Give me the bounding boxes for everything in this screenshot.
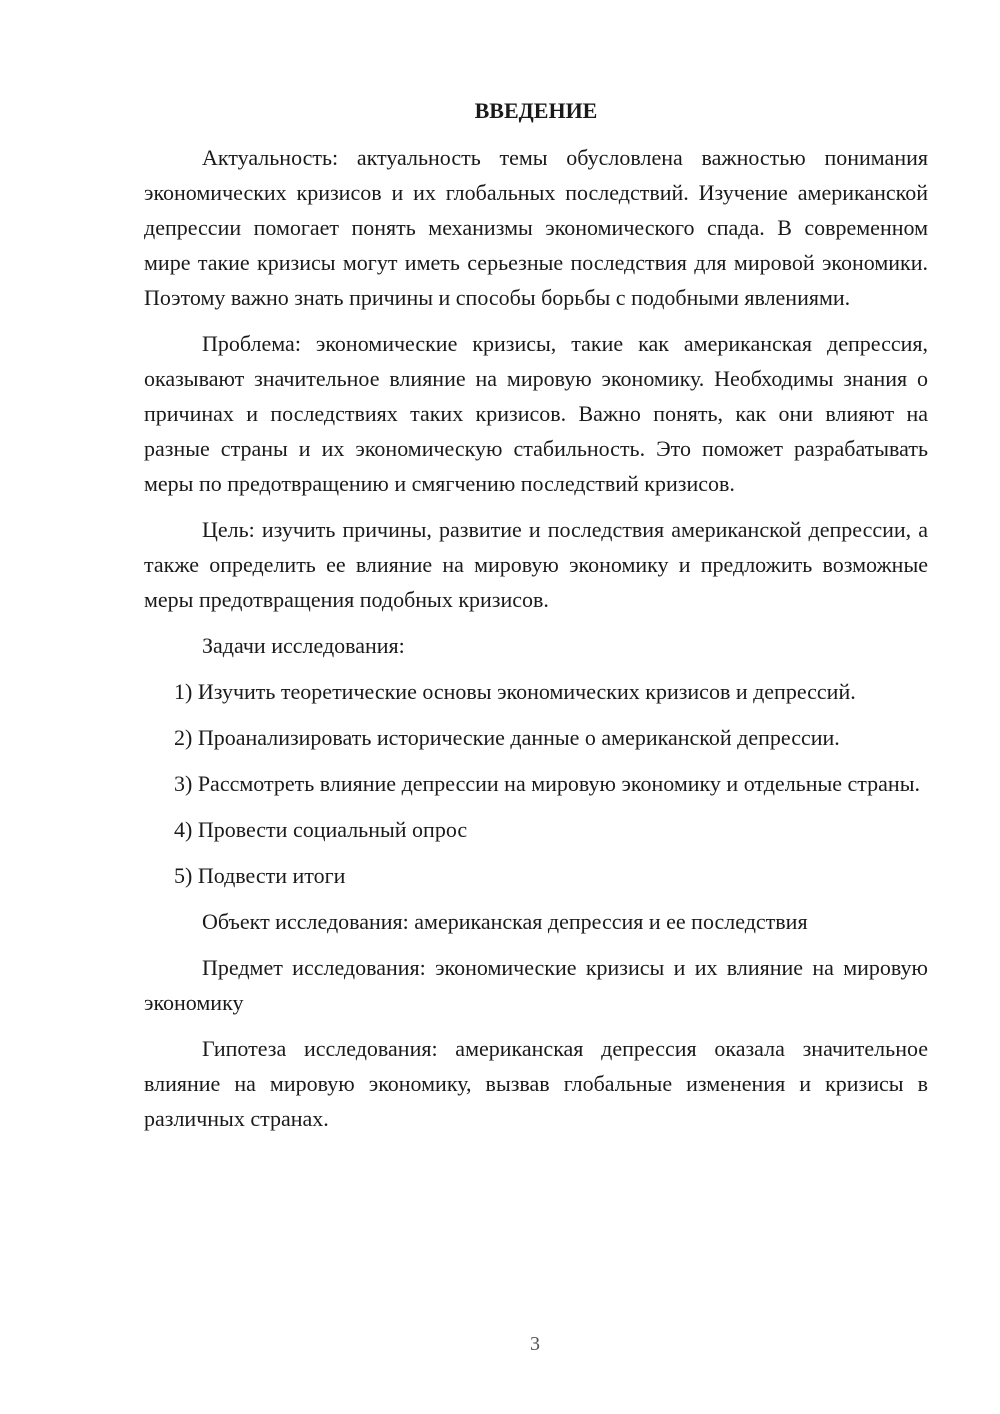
goal-paragraph: Цель: изучить причины, развитие и последствия американской депрессии, а также определить ее влияние на мировую экономику и предложить возможные меры предотвращения подобных кризисов.	[144, 517, 928, 612]
subject-paragraph: Предмет исследования: экономические кризисы и их влияние на мировую экономику	[144, 955, 928, 1015]
page-number: 3	[530, 1333, 540, 1355]
task-item: 3) Рассмотреть влияние депрессии на мировую экономику и отдельные страны.	[174, 771, 920, 796]
document-page	[144, 94, 928, 1147]
problem-paragraph: Проблема: экономические кризисы, такие как американская депрессия, оказывают значительное влияние на мировую экономику. Необходимы знания о причинах и последствиях таких кризисов. Важно понять, как они влияют на разные страны и их экономическую стабильность. Это поможет разрабатывать меры по предотвращению и смягчению последствий кризисов.	[144, 331, 928, 496]
task-item: 2) Проанализировать исторические данные о американской депрессии.	[174, 725, 840, 750]
tasks-heading: Задачи исследования:	[202, 633, 405, 658]
task-item: 1) Изучить теоретические основы экономических кризисов и депрессий.	[174, 679, 856, 704]
page-title: ВВЕДЕНИЕ	[474, 98, 598, 123]
hypothesis-paragraph: Гипотеза исследования: американская депрессия оказала значительное влияние на мировую экономику, вызвав глобальные изменения и кризисы в различных странах.	[144, 1036, 928, 1131]
object-paragraph: Объект исследования: американская депрессия и ее последствия	[202, 909, 808, 934]
task-item: 4) Провести социальный опрос	[174, 817, 468, 842]
task-item: 5) Подвести итоги	[174, 863, 346, 888]
relevance-paragraph: Актуальность: актуальность темы обусловлена важностью понимания экономических кризисов и их глобальных последствий. Изучение американской депрессии помогает понять механизмы экономического спада. В современном мире такие кризисы могут иметь серьезные последствия для мировой экономики. Поэтому важно знать причины и способы борьбы с подобными явлениями.	[144, 145, 928, 310]
